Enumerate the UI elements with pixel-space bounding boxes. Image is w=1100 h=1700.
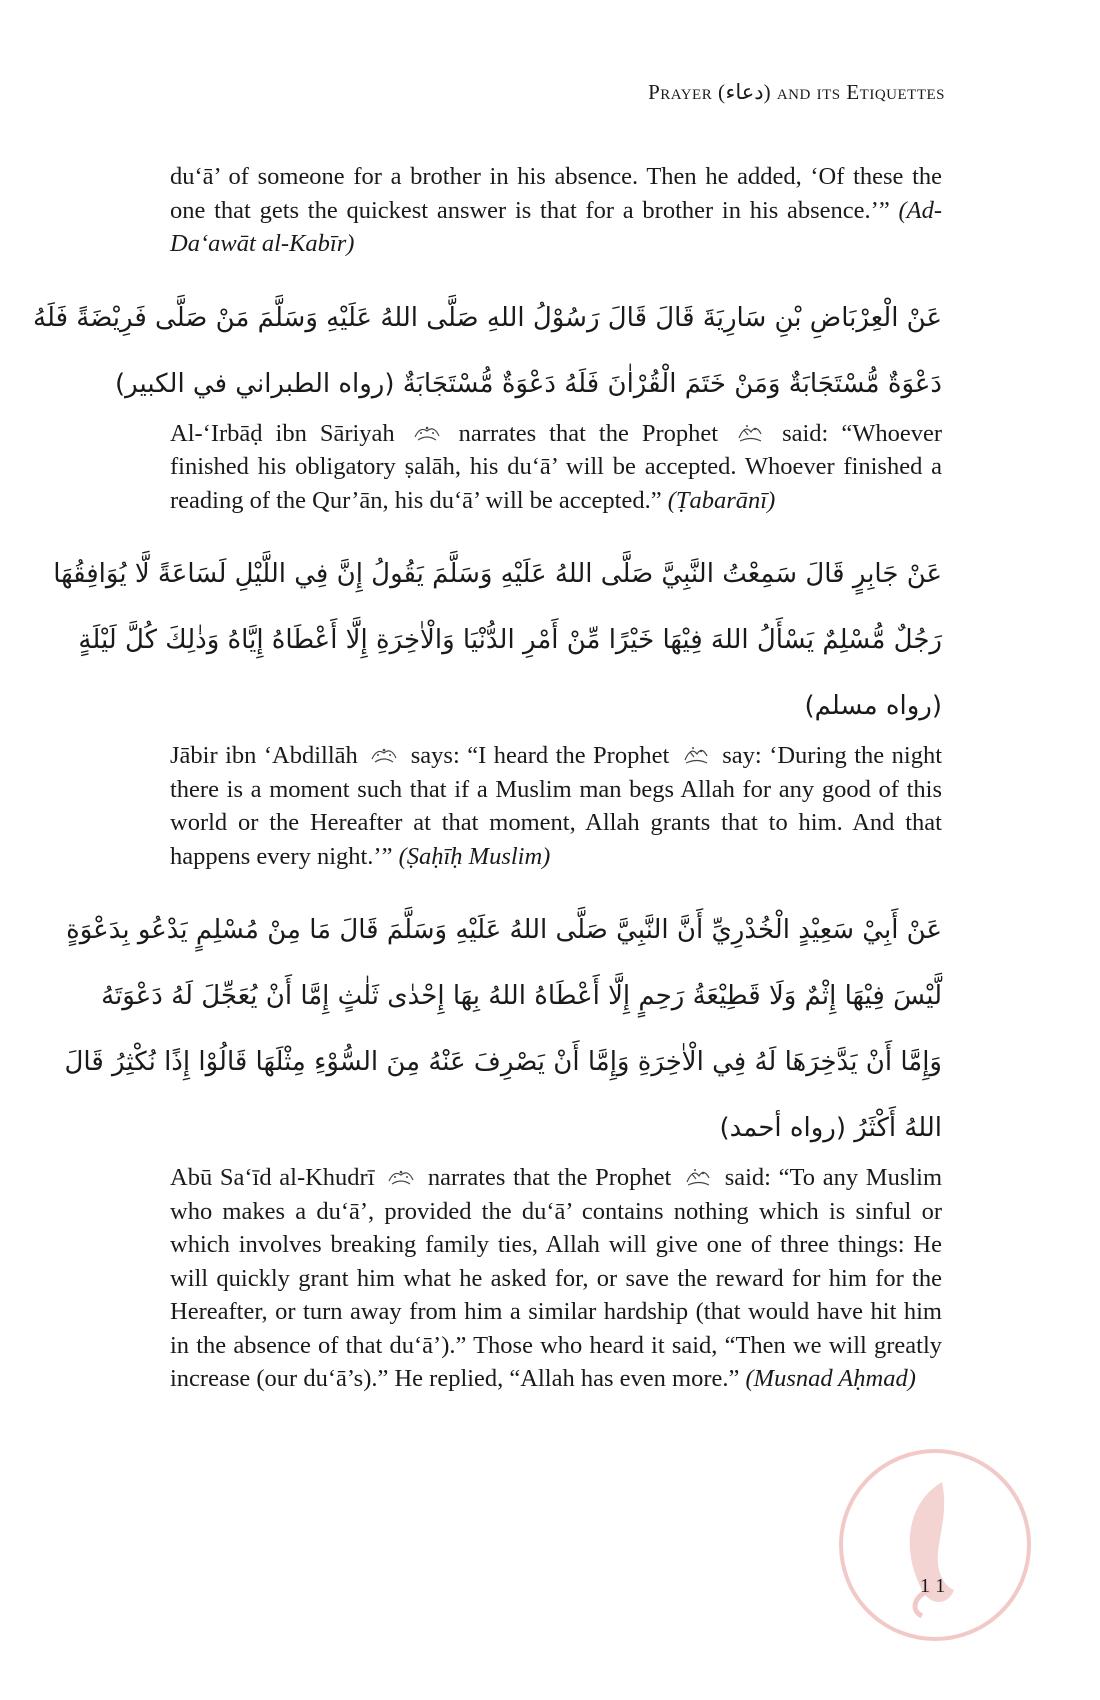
- paragraph-intro: [170, 160, 942, 261]
- translation-3: [170, 1161, 942, 1396]
- arabic-line: لَّيْسَ فِيْهَا إِثْمٌ وَلَا قَطِيْعَةُ رَحِمٍ إِلَّا أَعْطَاهُ اللهُ بِهَا إِحْدٰى ثَلٰثٍ إِمَّا أَنْ يُعَجِّلَ لَهُ دَعْوَتَهُ: [101, 981, 942, 1011]
- paragraph-text: narrates that the Prophet: [458, 419, 719, 447]
- arabic-hadith-1: [33, 285, 942, 417]
- arabic-line: دَعْوَةٌ مُّسْتَجَابَةٌ وَمَنْ خَتَمَ الْقُرْاٰنَ فَلَهُ دَعْوَةٌ مُّسْتَجَابَةٌ (رواه الطبراني في الكبير): [114, 368, 942, 399]
- narrator-name: Al-‘Irbāḍ ibn Sāriyah: [170, 419, 395, 447]
- source-citation: (Ṣaḥīḥ Muslim): [398, 842, 551, 870]
- sallallahu-alayhi-wasallam-icon: [735, 422, 765, 444]
- arabic-hadith-2: [53, 541, 942, 739]
- arabic-line: عَنْ جَابِرٍ قَالَ سَمِعْتُ النَّبِيَّ صَلَّى اللهُ عَلَيْهِ وَسَلَّمَ يَقُولُ إِنَّ فِي اللَّيْلِ لَسَاعَةً لَّا يُوَافِقُهَا: [53, 559, 942, 589]
- arabic-line: اللهُ أَكْثَرُ (رواه أحمد): [719, 1113, 942, 1143]
- arabic-line: وَإِمَّا أَنْ يَدَّخِرَهَا لَهُ فِي الْاٰخِرَةِ وَإِمَّا أَنْ يَصْرِفَ عَنْهُ مِنَ السُّوْءِ مِثْلَهَا قَالُوْا إِذًا نُكْثِرُ قَالَ: [64, 1047, 942, 1077]
- source-citation: (Ṭabarānī): [667, 486, 776, 514]
- translation-1: [170, 417, 942, 518]
- radiallahu-anhu-icon: [412, 422, 442, 444]
- paragraph-text: said: “Whoever finished his obligatory ṣalāh, his du‘ā’ will be accepted. Whoever finished a reading of the Qur’ān, his du‘ā’ will be accepted.”: [170, 419, 943, 514]
- radiallahu-anhu-icon: [369, 744, 399, 766]
- translation-2: [170, 739, 942, 873]
- page-number: 11: [920, 1575, 952, 1597]
- arabic-line: (رواه مسلم): [804, 691, 942, 721]
- feather-logo-watermark: [830, 1440, 1040, 1650]
- arabic-line: عَنْ الْعِرْبَاضِ بْنِ سَارِيَةَ قَالَ قَالَ رَسُوْلُ اللهِ صَلَّى اللهُ عَلَيْهِ وَسَلَّمَ مَنْ صَلَّى فَرِيْضَةً فَلَهُ: [33, 302, 942, 333]
- page-body: [33, 160, 943, 1396]
- paragraph-text: du‘ā’ of someone for a brother in his absence. Then he added, ‘Of these the one that gets the quickest answer is that for a brother in his absence.’”: [170, 163, 942, 224]
- source-citation: (Ad-Da‘awāt al-Kabīr): [170, 196, 943, 257]
- sallallahu-alayhi-wasallam-icon: [683, 1166, 713, 1188]
- paragraph-text: says: “I heard the Prophet: [410, 742, 670, 769]
- arabic-hadith-3: [64, 897, 942, 1161]
- arabic-line: رَجُلٌ مُّسْلِمٌ يَسْأَلُ اللهَ فِيْهَا خَيْرًا مِّنْ أَمْرِ الدُّنْيَا وَالْاٰخِرَةِ إِلَّا أَعْطَاهُ إِيَّاهُ وَذٰلِكَ كُلَّ لَيْلَةٍ: [78, 625, 942, 655]
- arabic-line: عَنْ أَبِيْ سَعِيْدٍ الْخُدْرِيِّ أَنَّ النَّبِيَّ صَلَّى اللهُ عَلَيْهِ وَسَلَّمَ قَالَ مَا مِنْ مُسْلِمٍ يَدْعُو بِدَعْوَةٍ: [66, 915, 942, 945]
- narrator-name: Abū Sa‘īd al-Khudrī: [170, 1164, 375, 1191]
- source-citation: (Musnad Aḥmad): [745, 1365, 916, 1392]
- paragraph-text: said: “To any Muslim who makes a du‘ā’, provided the du‘ā’ contains nothing which is sinful or which involves breaking family ties, Allah will give one of three things: He will quickly grant him what he asked for, or save the reward for him for the Hereafter, or turn away from him a similar hardship (that would have hit him in the absence of that du‘ā’).” Those who heard it said, “Then we will greatly increase (our du‘ā’s).” He replied, “Allah has even more.”: [170, 1164, 943, 1392]
- radiallahu-anhu-icon: [386, 1166, 416, 1188]
- running-head: Prayer (دعاء) and its Etiquettes: [648, 80, 945, 104]
- paragraph-text: narrates that the Prophet: [427, 1164, 672, 1191]
- sallallahu-alayhi-wasallam-icon: [681, 744, 711, 766]
- paragraph-text: say: ‘During the night there is a moment such that if a Muslim man begs Allah for any good of this world or the Hereafter at that moment, Allah grants that to him. And that happens every night.’”: [170, 742, 943, 870]
- narrator-name: Jābir ibn ‘Abdillāh: [170, 742, 358, 769]
